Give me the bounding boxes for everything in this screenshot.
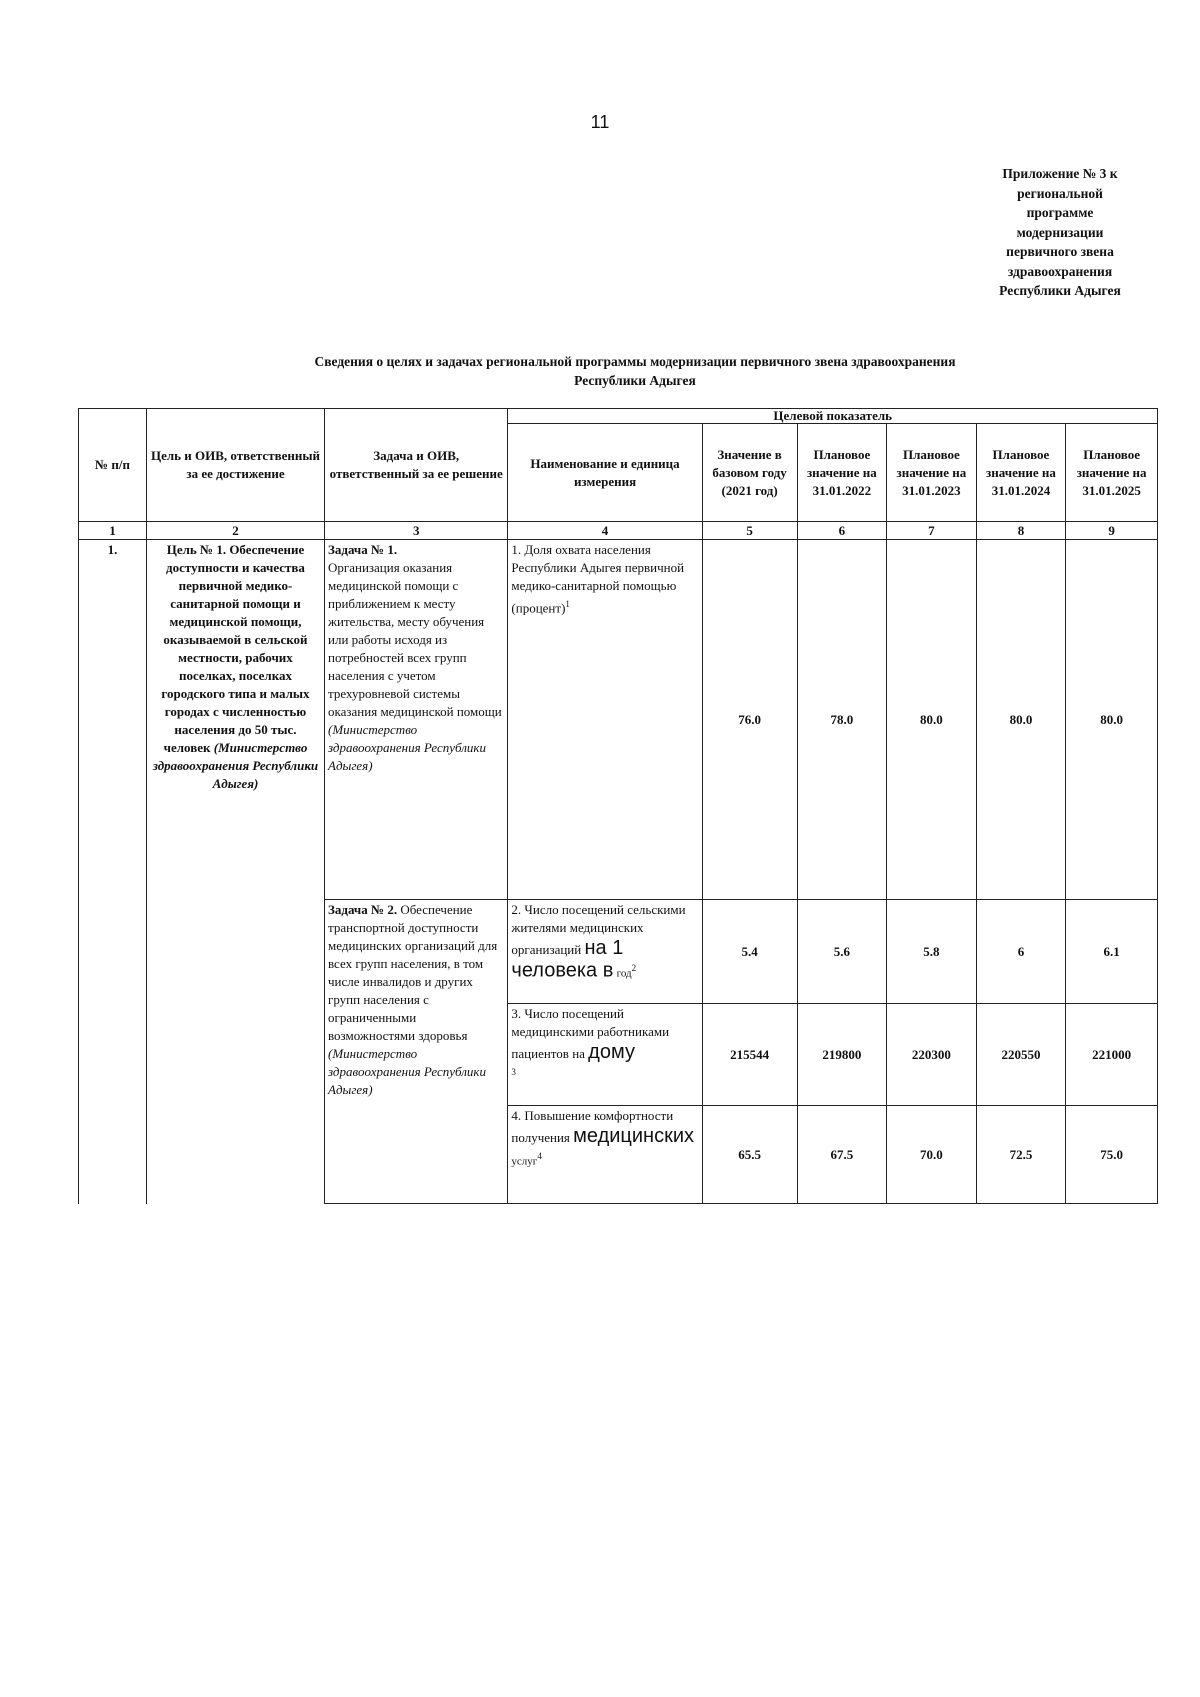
footnote-mark: 3 [511,1067,516,1077]
indicator-2-name-large: на 1 человека в [511,937,624,982]
indicator-3-name: 3. Число посещений медицинскими работниками пациентов на [511,1006,670,1061]
appendix-line: здравоохранения [1007,263,1113,279]
footnote-mark: 4 [537,1151,542,1161]
col-number: 7 [887,522,977,540]
indicator-4-name: 4. Повышение комфортности получения [511,1108,674,1145]
column-number-row [79,522,1158,540]
goal-ministry: (Министерство здравоохранения Республики Адыгея) [152,740,319,791]
indicator-3-plan-2024: 220550 [976,1004,1066,1106]
indicator-2-plan-2022: 5.6 [797,900,887,1004]
indicator-3-plan-2023: 220300 [887,1004,977,1106]
indicator-2-name: 2. Число посещений сельскими жителями медицинских организаций [511,902,686,957]
appendix-line: Приложение № 3 к [1002,166,1118,181]
appendix-note [960,164,1160,301]
task-2-cell [325,900,508,1204]
appendix-line: Республики Адыгея [999,283,1121,298]
goal-text: Цель № 1. Обеспечение доступности и качества первичной медико-санитарной помощи и медицинской помощи, оказываемой в сельской местности, рабочих поселках, поселках городского типа и малых городах с численностью населения до 50 тыс. человек [161,542,310,755]
task-1-ministry: (Министерство здравоохранения Республики Адыгея) [328,722,486,773]
header-num: № п/п [79,409,147,522]
indicator-3-plan-2022: 219800 [797,1004,887,1106]
col-number: 1 [79,522,147,540]
col-number: 5 [702,522,797,540]
indicator-1-plan-2025: 80.0 [1066,540,1158,900]
header-row-1 [79,409,1158,424]
header-indicator-name: Наименование и единица измерения [508,424,702,522]
indicator-2-base: 5.4 [702,900,797,1004]
header-plan-2025: Плановое значение на 31.01.2025 [1066,424,1158,522]
col-number: 4 [508,522,702,540]
indicator-2-name-tail: год [616,967,632,980]
header-task: Задача и ОИВ, ответственный за ее решение [325,409,508,522]
header-plan-2022: Плановое значение на 31.01.2022 [797,424,887,522]
title-line-2: Республики Адыгея [574,373,696,388]
indicator-2-plan-2024: 6 [976,900,1066,1004]
indicator-4-plan-2024: 72.5 [976,1106,1066,1204]
task-1-cell [325,540,508,900]
indicator-4-plan-2023: 70.0 [887,1106,977,1204]
task-1-title: Задача № 1. [328,542,398,557]
indicator-4-name-tail: услуг [511,1155,538,1168]
indicator-3-base: 215544 [702,1004,797,1106]
indicator-1-base: 76.0 [702,540,797,900]
col-number: 6 [797,522,887,540]
row-number: 1. [79,540,147,1204]
table-row [79,540,1158,900]
appendix-line: первичного звена [1006,244,1114,259]
task-1-text: Организация оказания медицинской помощи с приближением к месту жительства, месту обучения или работы исходя из потребностей всех групп населения с учетом трехуровневой системы оказания медицинской помощи [328,560,502,719]
task-2-text: Обеспечение транспортной доступности медицинских организаций для всех групп населения, в том числе инвалидов и других групп населения с ограниченными возможностями здоровья [328,902,498,1043]
header-goal: Цель и ОИВ, ответственный за ее достижение [146,409,324,522]
task-2-ministry: (Министерство здравоохранения Республики Адыгея) [328,1046,486,1097]
indicator-3-plan-2025: 221000 [1066,1004,1158,1106]
indicator-1-plan-2022: 78.0 [797,540,887,900]
header-plan-2024: Плановое значение на 31.01.2024 [976,424,1066,522]
indicator-4-base: 65.5 [702,1106,797,1204]
goals-table [78,408,1158,1204]
task-2-title: Задача № 2. [328,902,398,917]
indicator-1-plan-2024: 80.0 [976,540,1066,900]
header-base-value: Значение в базовом году (2021 год) [702,424,797,522]
indicator-4-plan-2025: 75.0 [1066,1106,1158,1204]
header-plan-2023: Плановое значение на 31.01.2023 [887,424,977,522]
indicator-2-name-cell [508,900,702,1004]
header-target-indicator: Целевой показатель [508,409,1158,424]
indicator-4-name-large: медицинских [573,1125,695,1147]
appendix-line: программе [1026,205,1094,220]
col-number: 9 [1066,522,1158,540]
goal-cell [146,540,324,1204]
col-number: 8 [976,522,1066,540]
indicator-3-name-cell [508,1004,702,1106]
col-number: 2 [146,522,324,540]
indicator-3-name-large: дому [588,1041,635,1063]
appendix-line: модернизации [1016,224,1104,240]
footnote-mark: 2 [631,963,637,973]
indicator-1-plan-2023: 80.0 [887,540,977,900]
indicator-4-plan-2022: 67.5 [797,1106,887,1204]
footnote-mark: 1 [565,599,570,609]
title-line-1: Сведения о целях и задачах региональной программы модернизации первичного звена здравоохранения [314,354,956,369]
indicator-2-plan-2025: 6.1 [1066,900,1158,1004]
page-number: 11 [590,112,610,132]
document-title [100,352,1170,390]
indicator-2-plan-2023: 5.8 [887,900,977,1004]
indicator-4-name-cell [508,1106,702,1204]
indicator-1-name-cell [508,540,702,900]
appendix-line: региональной [1017,185,1103,201]
indicator-1-name: 1. Доля охвата населения Республики Адыгея первичной медико-санитарной помощью (процент) [511,542,685,616]
col-number: 3 [325,522,508,540]
